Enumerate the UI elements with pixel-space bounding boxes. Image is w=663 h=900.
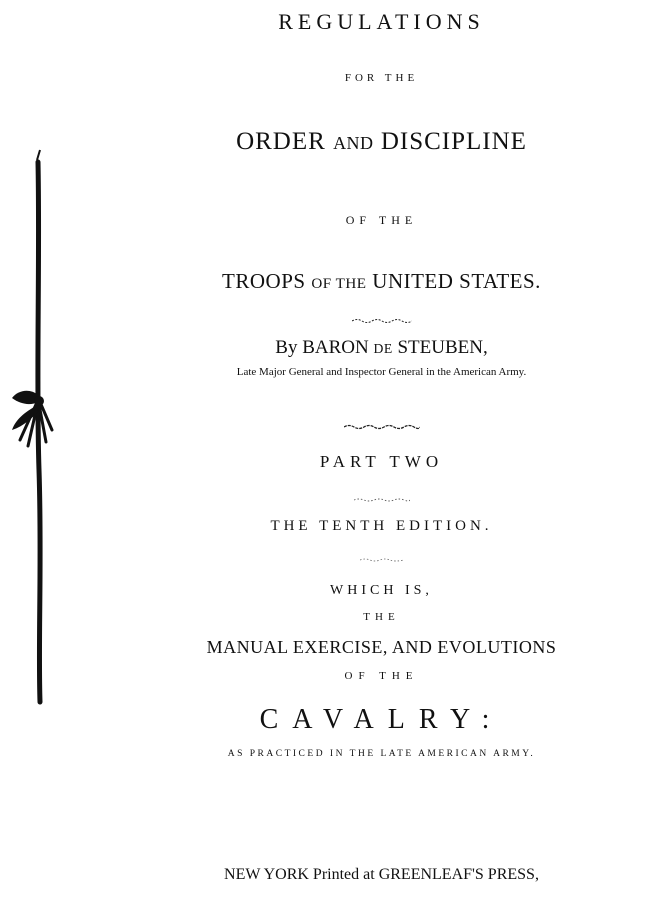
and-word: AND <box>333 133 374 153</box>
imprint-line: NEW YORK Printed at GREENLEAF'S PRESS, <box>224 866 539 883</box>
practised-line: AS PRACTICED IN THE LATE AMERICAN ARMY. <box>227 749 536 759</box>
which-is-line: WHICH IS, <box>330 583 433 598</box>
author-by: By BARON <box>275 337 369 358</box>
ornament-rule <box>100 550 663 568</box>
united-states-word: UNITED STATES. <box>372 269 541 293</box>
heading-troops-of-united-states <box>100 269 663 294</box>
part-heading: PART TWO <box>319 452 444 471</box>
edition-heading: THE TENTH EDITION. <box>270 518 493 534</box>
discipline-word: DISCIPLINE <box>380 128 527 155</box>
the-line: THE <box>363 611 400 623</box>
binding-thread <box>0 0 80 900</box>
author-title: Late Major General and Inspector General in the American Army. <box>236 366 527 378</box>
of-the-word: OF THE <box>311 276 367 292</box>
author-name: STEUBEN, <box>397 337 488 358</box>
heading-of-the: OF THE <box>345 213 418 227</box>
troops-word: TROOPS <box>222 269 306 293</box>
heading-order-and-discipline <box>100 128 663 156</box>
author-line <box>100 337 663 359</box>
thread-knot-icon <box>12 391 52 446</box>
ornament-rule <box>100 417 663 435</box>
author-de: DE <box>373 341 393 356</box>
manual-exercise-heading: MANUAL EXERCISE, AND EVOLUTIONS <box>206 637 557 657</box>
order-word: ORDER <box>236 128 326 155</box>
cavalry-heading: CAVALRY: <box>259 704 504 735</box>
heading-for-the: FOR THE <box>344 72 419 84</box>
ornament-rule <box>100 490 663 508</box>
heading-regulations: REGULATIONS <box>278 9 485 34</box>
ornament-rule <box>100 311 663 329</box>
of-the-line: OF THE <box>344 670 419 682</box>
